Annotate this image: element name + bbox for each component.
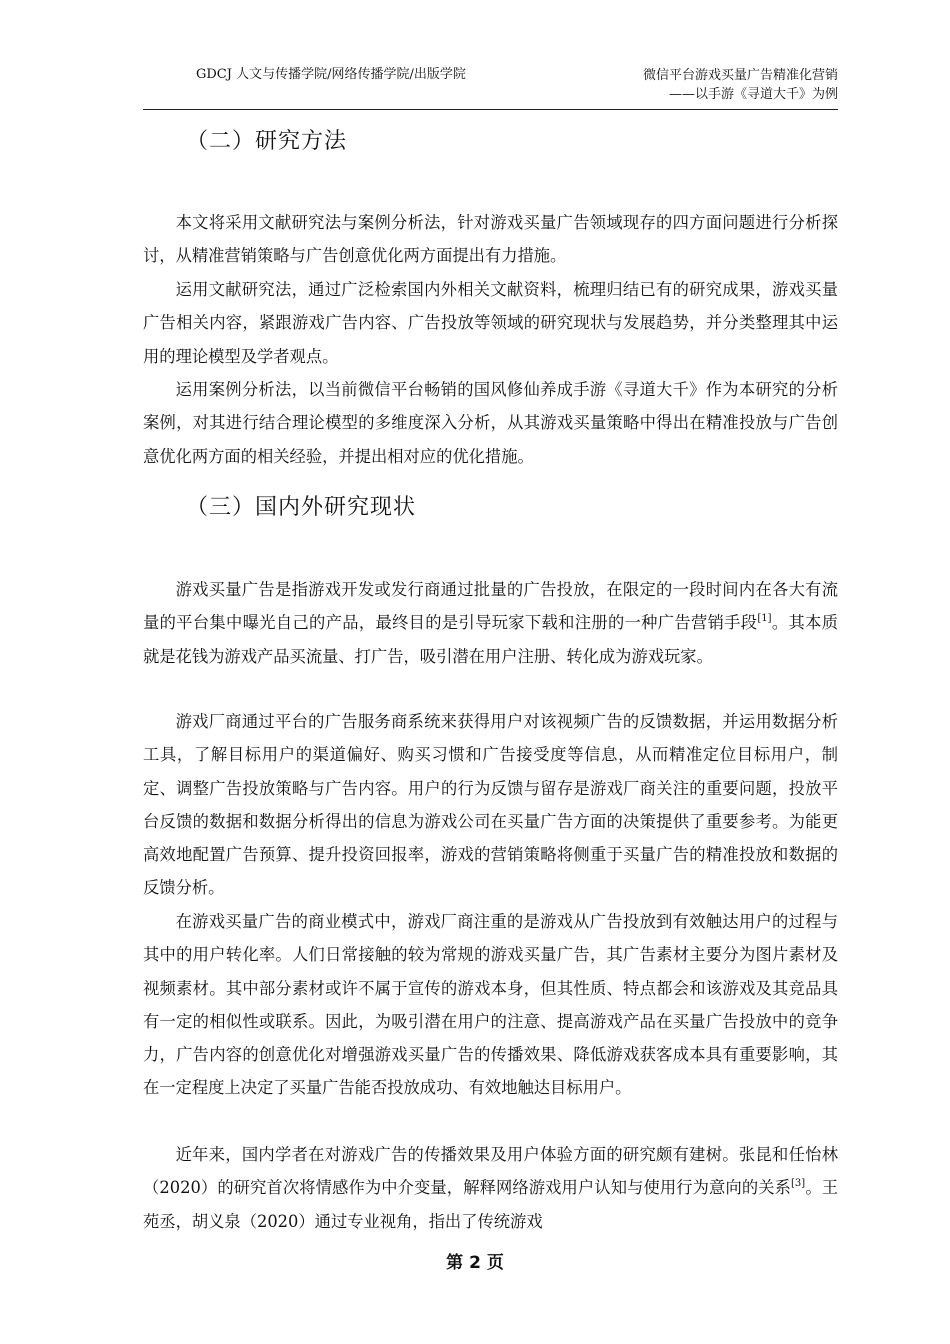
running-header-subtitle: ——以手游《寻道大千》为例 bbox=[668, 87, 838, 102]
literature-paragraph-1-tail: 。其本质就是花钱为游戏产品买流量、打广告，吸引潜在用户注册、转化成为游戏玩家。 bbox=[143, 613, 838, 666]
methods-paragraph-3: 运用案例分析法，以当前微信平台畅销的国风修仙养成手游《寻道大千》作为本研究的分析案例，对其进行结合理论模型的多维度深入分析，从其游戏买量策略中得出在精准投放与广告创意优化两方面的相关经验，并提出相对应的优化措施。 bbox=[143, 380, 838, 466]
literature-paragraph-1-text: 游戏买量广告是指游戏开发或发行商通过批量的广告投放，在限定的一段时间内在各大有流量的平台集中曝光自己的产品，最终目的是引导玩家下载和注册的一种广告营销手段 bbox=[143, 580, 838, 633]
methods-paragraph-2: 运用文献研究法，通过广泛检索国内外相关文献资料，梳理归结已有的研究成果，游戏买量广告相关内容，紧跟游戏广告内容、广告投放等领域的研究现状与发展趋势，并分类整理其中运用的理论模型及学者观点。 bbox=[143, 280, 838, 366]
header-rule bbox=[143, 109, 838, 110]
running-header-left: GDCJ 人文与传播学院/网络传播学院/出版学院 bbox=[196, 67, 466, 82]
literature-paragraph-4 bbox=[143, 1138, 838, 1238]
literature-paragraph-2: 游戏厂商通过平台的广告服务商系统来获得用户对该视频广告的反馈数据，并运用数据分析工具，了解目标用户的渠道偏好、购买习惯和广告接受度等信息，从而精准定位目标用户，制定、调整广告投放策略与广告内容。用户的行为反馈与留存是游戏厂商关注的重要问题，投放平台反馈的数据和数据分析得出的信息为游戏公司在买量广告方面的决策提供了重要参考。为能更高效地配置广告预算、提升投资回报率，游戏的营销策略将侧重于买量广告的精准投放和数据的反馈分析。 bbox=[143, 712, 838, 898]
section-heading-methods: （二）研究方法 bbox=[186, 129, 348, 154]
page-number: 第 2 页 bbox=[446, 1253, 504, 1273]
literature-paragraph-1 bbox=[143, 573, 838, 673]
methods-paragraph-1: 本文将采用文献研究法与案例分析法，针对游戏买量广告领域现存的四方面问题进行分析探讨，从精准营销策略与广告创意优化两方面提出有力措施。 bbox=[143, 213, 838, 266]
literature-paragraph-4-tail: 。王苑丞，胡义泉（2020）通过专业视角，指出了传统游戏 bbox=[143, 1178, 838, 1231]
citation-ref-3: [3] bbox=[791, 1178, 806, 1190]
running-header-right bbox=[643, 66, 838, 104]
section-heading-literature: （三）国内外研究现状 bbox=[186, 495, 417, 520]
literature-paragraph-3: 在游戏买量广告的商业模式中，游戏厂商注重的是游戏从广告投放到有效触达用户的过程与其中的用户转化率。人们日常接触的较为常规的游戏买量广告，其广告素材主要分为图片素材及视频素材。其中部分素材或许不属于宣传的游戏本身，但其性质、特点都会和该游戏及其竞品具有一定的相似性或联系。因此，为吸引潜在用户的注意、提高游戏产品在买量广告投放中的竞争力，广告内容的创意优化对增强游戏买量广告的传播效果、降低游戏获客成本具有重要影响，其在一定程度上决定了买量广告能否投放成功、有效地触达目标用户。 bbox=[143, 912, 838, 1098]
running-header-title: 微信平台游戏买量广告精准化营销 bbox=[642, 68, 838, 83]
citation-ref-1: [1] bbox=[757, 613, 772, 625]
literature-paragraph-4-text: 近年来，国内学者在对游戏广告的传播效果及用户体验方面的研究颇有建树。张昆和任怡林（2020）的研究首次将情感作为中介变量，解释网络游戏用户认知与使用行为意向的关系 bbox=[143, 1145, 838, 1198]
